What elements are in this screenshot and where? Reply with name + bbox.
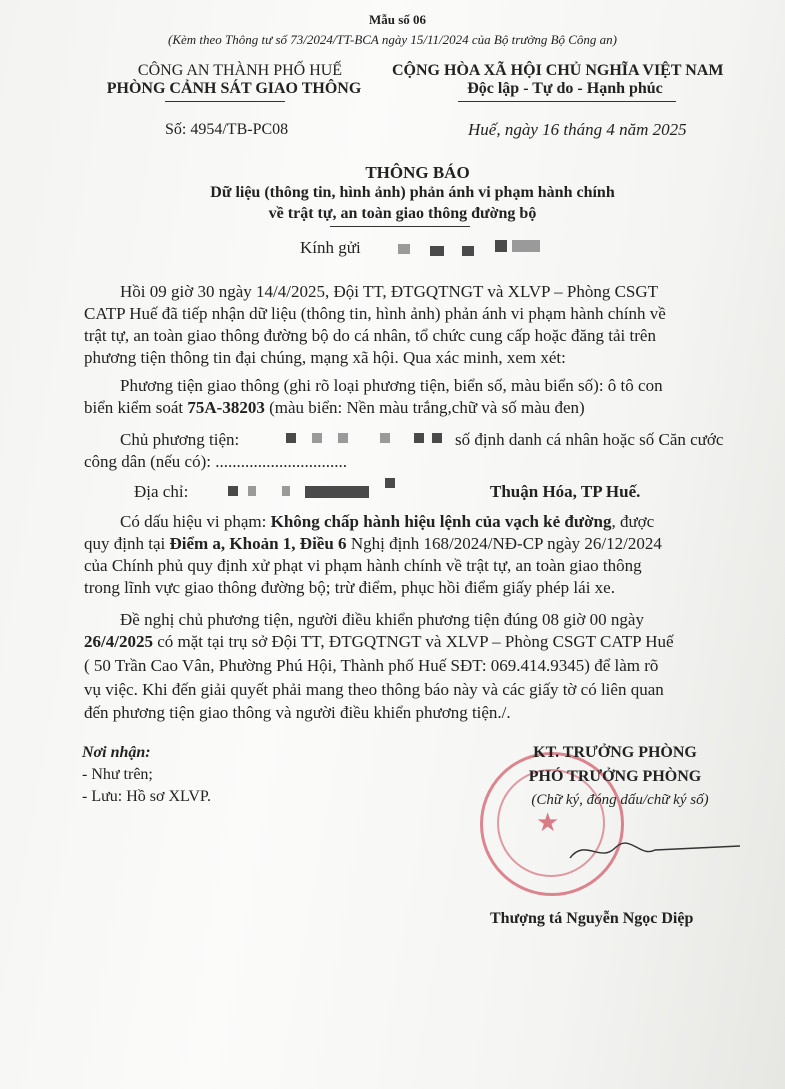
violation-line3: của Chính phủ quy định xử phạt vi phạm hành chính về trật tự, an toàn giao thông (84, 556, 642, 575)
violation-label: Có dấu hiệu vi phạm: (120, 512, 271, 531)
redacted-owner-5 (414, 433, 424, 443)
plate-color: (màu biển: Nền màu trắng,chữ và số màu đen) (264, 398, 585, 417)
vehicle-line2 (84, 398, 756, 418)
owner-label: Chủ phương tiện: (120, 430, 240, 449)
notice-subtitle-2: về trật tự, an toàn giao thông đường bộ (268, 205, 537, 222)
motto-underline (458, 101, 676, 102)
form-number: Mẫu số 06 (368, 12, 427, 27)
violation-line4: trong lĩnh vực giao thông đường bộ; trừ điểm, phục hồi điểm giấy phép lái xe. (84, 578, 615, 597)
redacted-recipient-5 (512, 240, 540, 252)
legal-basis-prefix: quy định tại (84, 534, 170, 553)
violation-line2 (84, 534, 756, 554)
violation-line1 (120, 512, 756, 532)
request-line3: ( 50 Trần Cao Vân, Phường Phú Hội, Thành phố Huế SĐT: 069.414.9345) để làm rõ (84, 656, 659, 675)
redacted-address-1 (228, 486, 238, 496)
redacted-address-2 (248, 486, 256, 496)
notice-title: THÔNG BÁO (365, 163, 470, 182)
request-line4: vụ việc. Khi đến giải quyết phải mang theo thông báo này và các giấy tờ có liên quan (84, 680, 664, 699)
department-underline (165, 101, 285, 102)
redacted-owner-1 (286, 433, 296, 443)
redacted-address-5 (385, 478, 395, 488)
redacted-owner-2 (312, 433, 322, 443)
document-date: Huế, ngày 16 tháng 4 năm 2025 (468, 120, 687, 139)
signature-kt: KT. TRƯỞNG PHÒNG (533, 744, 697, 761)
owner-line2: công dân (nếu có): ............................... (84, 452, 347, 471)
redacted-address-4 (305, 486, 369, 498)
para1-line3: trật tự, an toàn giao thông đường bộ do cá nhân, tổ chức cung cấp hoặc đăng tải trên (84, 326, 656, 345)
agency-name: CÔNG AN THÀNH PHỐ HUẾ (137, 62, 343, 79)
redacted-recipient-4 (495, 240, 507, 252)
signer-name: Thượng tá Nguyễn Ngọc Diệp (490, 910, 694, 927)
violation-suffix: , được (611, 512, 655, 531)
document-number: Số: 4954/TB-PC08 (165, 121, 289, 138)
recipients-item-2: - Lưu: Hồ sơ XLVP. (82, 788, 211, 805)
recipients-item-1: - Như trên; (82, 766, 153, 783)
signature-scribble (560, 828, 760, 878)
redacted-owner-4 (380, 433, 390, 443)
legal-basis: Điểm a, Khoản 1, Điều 6 (169, 534, 347, 553)
violation-type: Không chấp hành hiệu lệnh của vạch kẻ đường (270, 512, 612, 531)
notice-subtitle-1: Dữ liệu (thông tin, hình ảnh) phản ánh vi phạm hành chính (210, 184, 615, 201)
appointment-place: có mặt tại trụ sở Đội TT, ĐTGQTNGT và XLVP – Phòng CSGT CATP Huế (152, 632, 674, 651)
para1-line2: CATP Huế đã tiếp nhận dữ liệu (thông tin, hình ảnh) phản ánh vi phạm hành chính về (84, 304, 666, 323)
seal-star-icon: ★ (536, 808, 560, 837)
department-name: PHÒNG CẢNH SÁT GIAO THÔNG (106, 80, 362, 97)
para1-line4: phương tiện thông tin đại chúng, mạng xã hội. Qua xác minh, xem xét: (84, 348, 566, 367)
license-plate: 75A-38203 (187, 398, 265, 417)
redacted-owner-6 (432, 433, 442, 443)
recipient-label: Kính gửi (300, 238, 361, 257)
signature-deputy: PHÓ TRƯỞNG PHÒNG (528, 768, 702, 785)
nation-motto: Độc lập - Tự do - Hạnh phúc (467, 80, 663, 97)
nation-name: CỘNG HÒA XÃ HỘI CHỦ NGHĨA VIỆT NAM (392, 62, 724, 79)
redacted-recipient-3 (462, 246, 474, 256)
para1-line1: Hồi 09 giờ 30 ngày 14/4/2025, Đội TT, ĐTGQTNGT và XLVP – Phòng CSGT (120, 282, 659, 301)
address-label: Địa chỉ: (134, 482, 189, 501)
owner-id-label: số định danh cá nhân hoặc số Căn cước (455, 430, 724, 449)
request-line1: Đề nghị chủ phương tiện, người điều khiển phương tiện đúng 08 giờ 00 ngày (120, 610, 644, 629)
recipients-title: Nơi nhận: (82, 744, 151, 761)
plate-prefix: biển kiểm soát (84, 398, 188, 417)
redacted-address-3 (282, 486, 290, 496)
appointment-date: 26/4/2025 (84, 632, 153, 651)
decree-reference: Nghị định 168/2024/NĐ-CP ngày 26/12/2024 (346, 534, 662, 553)
request-line5: đến phương tiện giao thông và người điều khiển phương tiện./. (84, 703, 511, 722)
form-reference: (Kèm theo Thông tư số 73/2024/TT-BCA ngày 15/11/2024 của Bộ trưởng Bộ Công an) (167, 32, 618, 47)
address-city: Thuận Hóa, TP Huế. (490, 482, 641, 501)
redacted-recipient-1 (398, 244, 410, 254)
redacted-recipient-2 (430, 246, 444, 256)
vehicle-line1: Phương tiện giao thông (ghi rõ loại phương tiện, biển số, màu biển số): ô tô con (120, 376, 663, 395)
title-underline (330, 226, 470, 227)
redacted-owner-3 (338, 433, 348, 443)
signature-note: (Chữ ký, đóng dấu/chữ ký số) (531, 792, 709, 808)
request-line2 (84, 632, 756, 652)
